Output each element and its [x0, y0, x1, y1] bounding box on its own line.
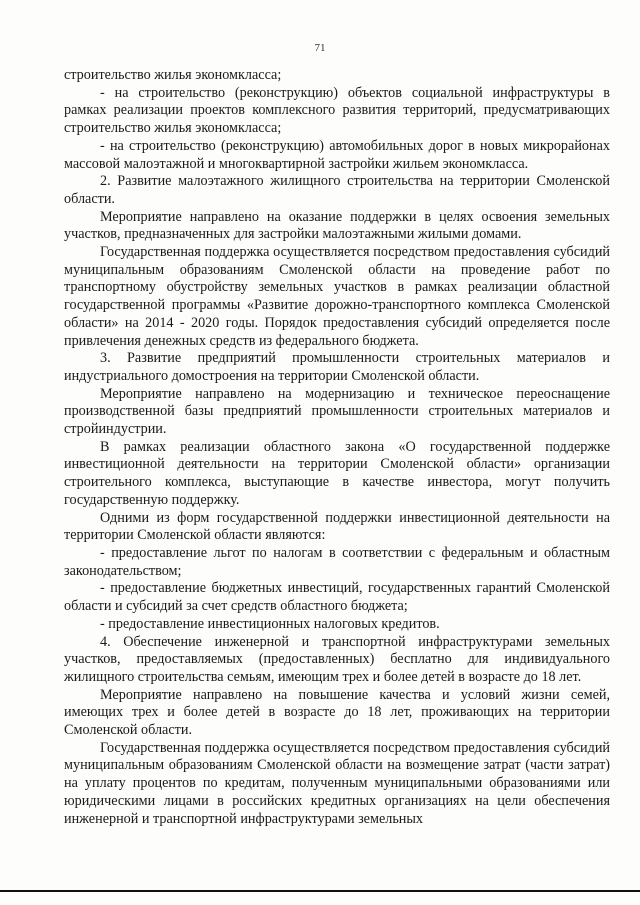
list-item: - предоставление инвестиционных налоговых кредитов. — [100, 615, 440, 632]
section-heading: 4. Обеспечение инженерной и транспортной инфраструктурами земельных участков, предоставляемых (предоставленных) бесплатно для индивидуального жилищного строительства семьям, имеющим трех и более детей в возрасте до 18 лет. — [64, 633, 610, 685]
paragraph: В рамках реализации областного закона «О государственной поддержке инвестиционной деятельности на территории Смоленской области» организации строительного комплекса, выступающие в качестве инвестора, могут получить государственную поддержку. — [64, 438, 610, 508]
paragraph: Государственная поддержка осуществляется посредством предоставления субсидий муниципальным образованиям Смоленской области на возмещение затрат (части затрат) на уплату процентов по кредитам, полученным муниципальными образованиями или юридическими лицами в российских кредитных организациях на цели обеспечения инженерной и транспортной инфраструктурами земельных — [64, 739, 610, 827]
paragraph: строительство жилья экономкласса; — [64, 67, 282, 83]
section-heading: 3. Развитие предприятий промышленности строительных материалов и индустриального домостроения на территории Смоленской области. — [64, 350, 610, 384]
list-item: - предоставление бюджетных инвестиций, государственных гарантий Смоленской области и субсидий за счет средств областного бюджета; — [64, 580, 610, 615]
document-body — [64, 67, 610, 828]
paragraph: Мероприятие направлено на оказание поддержки в целях освоения земельных участков, предназначенных для застройки малоэтажными жилыми домами. — [64, 208, 610, 243]
paragraph: - на строительство (реконструкцию) объектов социальной инфраструктуры в рамках реализации проектов комплексного развития территорий, предусматривающих строительство жилья экономкласса; — [64, 84, 610, 137]
paragraph: Одними из форм государственной поддержки инвестиционной деятельности на территории Смоленской области являются: — [64, 509, 610, 544]
paragraph: Государственная поддержка осуществляется посредством предоставления субсидий муниципальным образованиям Смоленской области на проведение работ по транспортному обустройству земельных участков в рамках реализации областной государственной программы «Развитие дорожно-транспортного комплекса Смоленской области» на 2014 - 2020 годы. Порядок предоставления субсидий определяется после привлечения денежных средств из федерального бюджета. — [64, 244, 610, 349]
list-item: - предоставление льгот по налогам в соответствии с федеральным и областным законодательством; — [64, 544, 610, 579]
bottom-scan-edge — [0, 890, 640, 892]
page-number: 71 — [314, 42, 326, 54]
paragraph: - на строительство (реконструкцию) автомобильных дорог в новых микрорайонах массовой малоэтажной и многоквартирной застройки жильем экономкласса. — [64, 137, 610, 172]
section-heading: 2. Развитие малоэтажного жилищного строительства на территории Смоленской области. — [64, 173, 610, 207]
paragraph: Мероприятие направлено на модернизацию и техническое переоснащение производственной базы предприятий промышленности строительных материалов и стройиндустрии. — [64, 385, 610, 438]
paragraph: Мероприятие направлено на повышение качества и условий жизни семей, имеющих трех и более детей в возрасте до 18 лет, проживающих на территории Смоленской области. — [64, 686, 610, 739]
